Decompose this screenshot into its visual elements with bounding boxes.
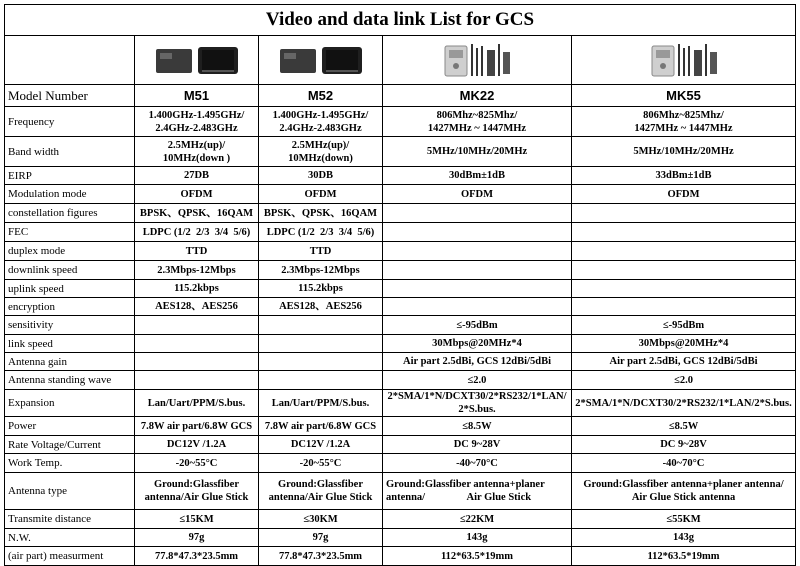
- spec-row: [5, 137, 796, 167]
- spec-value: [572, 390, 796, 417]
- spec-value-line: Ground:Glassfiber: [278, 479, 363, 490]
- spec-row: [5, 547, 796, 566]
- spec-row: [5, 107, 796, 137]
- spec-value: [383, 353, 572, 371]
- row-label: N.W.: [5, 529, 135, 547]
- spec-rows: [5, 107, 796, 566]
- row-label: link speed: [5, 335, 135, 353]
- spec-value: [383, 510, 572, 529]
- spec-value: [259, 261, 383, 280]
- spec-value-line: ≤55KM: [666, 513, 701, 525]
- spec-value: [572, 107, 796, 137]
- product-image-mk55: [572, 36, 796, 85]
- spec-value: [572, 353, 796, 371]
- spec-value-line: ≤2.0: [674, 374, 693, 386]
- spec-value-line: 2.4GHz-2.483GHz: [155, 122, 238, 134]
- spec-value-line: antenna/Air Glue Stick: [144, 492, 249, 503]
- row-label: Modulation mode: [5, 185, 135, 204]
- spec-value-line: 77.8*47.3*23.5mm: [278, 550, 363, 562]
- row-label: Model Number: [5, 85, 135, 107]
- spec-value-line: DC12V /1.2A: [290, 439, 351, 450]
- row-label: Antenna standing wave: [5, 371, 135, 390]
- spec-value-line: -20~55°C: [299, 457, 342, 469]
- spec-row: [5, 167, 796, 185]
- spec-value-line: BPSK、QPSK、16QAM: [263, 207, 378, 219]
- spec-value-line: 112*63.5*19mm: [647, 550, 720, 562]
- spec-value: [259, 185, 383, 204]
- spec-value: [259, 390, 383, 417]
- spec-value: [572, 335, 796, 353]
- spec-row: [5, 223, 796, 242]
- row-label: Power: [5, 417, 135, 436]
- spec-value-line: 97g: [188, 532, 205, 543]
- spec-value: [259, 547, 383, 566]
- spec-value: [259, 417, 383, 436]
- spec-value-line: 10MHz(down): [288, 152, 353, 164]
- spec-row: [5, 261, 796, 280]
- spec-value: [259, 137, 383, 167]
- spec-value: [259, 167, 383, 185]
- spec-row: [5, 510, 796, 529]
- spec-value-line: Ground:Glassfiber antenna+planer: [386, 479, 545, 490]
- spec-value: [383, 223, 572, 242]
- spec-row: [5, 335, 796, 353]
- row-label: uplink speed: [5, 280, 135, 298]
- row-label: constellation figures: [5, 204, 135, 223]
- spec-value: [383, 280, 572, 298]
- row-label: Rate Voltage/Current: [5, 436, 135, 454]
- spec-value-line: 2*SMA/1*N/DCXT30/2*RS232/1*LAN/: [387, 391, 567, 402]
- row-label: Frequency: [5, 107, 135, 137]
- spec-row: [5, 353, 796, 371]
- spec-value: [572, 223, 796, 242]
- spec-value: [259, 335, 383, 353]
- spec-value-line: 97g: [312, 532, 329, 543]
- spec-value: [135, 261, 259, 280]
- spec-value-line: 1427MHz ~ 1447MHz: [634, 122, 733, 134]
- spec-value: [572, 298, 796, 316]
- spec-value: [383, 390, 572, 417]
- spec-value-line: ≤2.0: [467, 374, 487, 386]
- spec-value: [572, 280, 796, 298]
- spec-value: [383, 371, 572, 390]
- spec-value: [572, 417, 796, 436]
- spec-row: [5, 371, 796, 390]
- spec-value: [383, 335, 572, 353]
- spec-value-line: Air part 2.5dBi, GCS 12dBi/5dBi: [609, 356, 758, 367]
- spec-value: [135, 298, 259, 316]
- spec-row: [5, 298, 796, 316]
- spec-value-line: 2*SMA/1*N/DCXT30/2*RS232/1*LAN/2*S.bus.: [575, 397, 792, 409]
- row-label: EIRP: [5, 167, 135, 185]
- spec-row: [5, 436, 796, 454]
- spec-value-line: 30Mbps@20MHz*4: [432, 338, 522, 349]
- spec-row: [5, 204, 796, 223]
- spec-value-line: OFDM: [180, 188, 213, 200]
- spec-value-line: 115.2kbps: [174, 283, 219, 294]
- spec-value-line: 806Mhz~825Mhz/: [436, 109, 518, 121]
- spec-value: [135, 547, 259, 566]
- product-image-m52: [259, 36, 383, 85]
- spec-value: [383, 316, 572, 335]
- spec-value-line: ≤-95dBm: [662, 319, 705, 331]
- spec-value: [259, 371, 383, 390]
- spec-value-line: 30Mbps@20MHz*4: [638, 338, 729, 349]
- spec-value-line: 2.4GHz-2.483GHz: [279, 122, 362, 134]
- spec-value: [383, 107, 572, 137]
- spec-value-line: 2.3Mbps-12Mbps: [281, 264, 360, 276]
- spec-value-line: 1427MHz ~ 1447MHz: [427, 122, 527, 134]
- spec-value: [572, 167, 796, 185]
- model-name: MK55: [572, 85, 796, 107]
- spec-value: [572, 510, 796, 529]
- spec-table: [4, 4, 796, 566]
- row-label: Expansion: [5, 390, 135, 417]
- row-label: Transmite distance: [5, 510, 135, 529]
- spec-row: [5, 529, 796, 547]
- spec-value: [135, 316, 259, 335]
- spec-value-line: ≤15KM: [179, 513, 214, 525]
- spec-value-line: Ground:Glassfiber: [154, 479, 239, 490]
- spec-value-line: 27DB: [183, 170, 210, 181]
- spec-value: [259, 510, 383, 529]
- spec-value-line: 1.400GHz-1.495GHz/: [148, 109, 245, 121]
- spec-value-line: 30dBm±1dB: [449, 170, 505, 181]
- spec-value: [135, 417, 259, 436]
- spec-value-line: -40~70°C: [456, 457, 498, 469]
- spec-value: [572, 529, 796, 547]
- spec-value: [259, 454, 383, 473]
- row-label: encryption: [5, 298, 135, 316]
- spec-row: [5, 454, 796, 473]
- spec-value-line: LDPC (1/2 2/3 3/4 5/6): [142, 226, 251, 238]
- spec-value-line: 10MHz(down ): [162, 152, 231, 164]
- spec-value: [572, 454, 796, 473]
- spec-value: [135, 353, 259, 371]
- spec-value-line: 115.2kbps: [298, 283, 343, 294]
- spec-value-line: Ground:Glassfiber antenna+planer antenna/: [583, 479, 784, 490]
- module-with-antennas-icon: [648, 40, 720, 80]
- spec-value: [135, 137, 259, 167]
- spec-value: [383, 473, 572, 510]
- spec-value: [259, 316, 383, 335]
- spec-value: [135, 473, 259, 510]
- spec-value: [572, 204, 796, 223]
- row-label: sensitivity: [5, 316, 135, 335]
- spec-value: [135, 454, 259, 473]
- spec-value: [383, 417, 572, 436]
- spec-value-line: antenna/ Air Glue Stick: [386, 492, 532, 503]
- spec-row: [5, 242, 796, 261]
- spec-value: [135, 335, 259, 353]
- spec-value: [135, 223, 259, 242]
- spec-value-line: TTD: [309, 245, 332, 257]
- spec-value-line: DC 9~28V: [453, 439, 501, 450]
- spec-value-line: AES128、AES256: [279, 301, 362, 312]
- spec-value: [572, 261, 796, 280]
- spec-value: [135, 204, 259, 223]
- spec-value: [135, 167, 259, 185]
- spec-value: [259, 242, 383, 261]
- spec-value-line: Air part 2.5dBi, GCS 12dBi/5dBi: [402, 356, 551, 367]
- spec-value-line: ≤8.5W: [668, 420, 699, 432]
- spec-value-line: 143g: [466, 532, 488, 543]
- spec-value: [383, 298, 572, 316]
- spec-value: [259, 473, 383, 510]
- spec-value: [383, 137, 572, 167]
- spec-value: [383, 529, 572, 547]
- spec-value: [572, 473, 796, 510]
- spec-value-line: 806Mhz~825Mhz/: [643, 109, 724, 121]
- row-label: Antenna gain: [5, 353, 135, 371]
- spec-value-line: 2*S.bus.: [458, 404, 496, 415]
- spec-value-line: 33dBm±1dB: [655, 170, 712, 181]
- spec-value: [572, 547, 796, 566]
- spec-value: [135, 529, 259, 547]
- spec-value: [572, 371, 796, 390]
- spec-row: [5, 316, 796, 335]
- model-number-row: [5, 85, 796, 107]
- spec-value: [135, 185, 259, 204]
- spec-value: [135, 510, 259, 529]
- row-label: duplex mode: [5, 242, 135, 261]
- spec-value-line: 1.400GHz-1.495GHz/: [272, 109, 369, 121]
- spec-row: [5, 185, 796, 204]
- spec-value: [383, 436, 572, 454]
- empty-cell: [5, 36, 135, 85]
- handheld-monitor-pair-icon: [278, 43, 364, 77]
- spec-value: [259, 353, 383, 371]
- handheld-monitor-pair-icon: [154, 43, 240, 77]
- spec-value: [383, 261, 572, 280]
- model-name: MK22: [383, 85, 572, 107]
- spec-row: [5, 280, 796, 298]
- spec-value: [383, 185, 572, 204]
- spec-value-line: 7.8W air part/6.8W GCS: [140, 420, 253, 432]
- spec-value-line: ≤22KM: [459, 513, 495, 525]
- spec-value: [135, 390, 259, 417]
- spec-value-line: ≤-95dBm: [456, 319, 498, 331]
- spec-value-line: 5MHz/10MHz/20MHz: [426, 146, 528, 157]
- spec-value-line: 77.8*47.3*23.5mm: [154, 550, 239, 562]
- spec-value: [383, 547, 572, 566]
- product-image-m51: [135, 36, 259, 85]
- spec-value-line: 7.8W air part/6.8W GCS: [264, 420, 377, 432]
- spec-row: [5, 417, 796, 436]
- spec-value: [259, 223, 383, 242]
- spec-value-line: -20~55°C: [175, 457, 218, 469]
- page-title: Video and data link List for GCS: [5, 5, 796, 36]
- row-label: Work Temp.: [5, 454, 135, 473]
- spec-value-line: ≤8.5W: [462, 420, 492, 432]
- spec-value-line: Air Glue Stick antenna: [631, 492, 736, 503]
- spec-value-line: -40~70°C: [662, 457, 705, 469]
- spec-value-line: AES128、AES256: [155, 301, 238, 312]
- spec-row: [5, 473, 796, 510]
- spec-value: [259, 529, 383, 547]
- spec-value: [572, 316, 796, 335]
- spec-value: [259, 298, 383, 316]
- spec-value: [135, 280, 259, 298]
- row-label: FEC: [5, 223, 135, 242]
- spec-value: [383, 167, 572, 185]
- spec-value-line: 112*63.5*19mm: [440, 550, 514, 562]
- spec-value: [572, 185, 796, 204]
- spec-value: [135, 107, 259, 137]
- spec-value-line: ≤30KM: [303, 513, 338, 525]
- spec-value-line: OFDM: [667, 188, 700, 200]
- spec-value-line: Lan/Uart/PPM/S.bus.: [147, 397, 246, 409]
- spec-value-line: 5MHz/10MHz/20MHz: [633, 146, 734, 157]
- spec-value-line: Lan/Uart/PPM/S.bus.: [271, 397, 370, 409]
- spec-value-line: DC12V /1.2A: [166, 439, 227, 450]
- spec-value: [572, 242, 796, 261]
- module-with-antennas-icon: [441, 40, 513, 80]
- row-label: downlink speed: [5, 261, 135, 280]
- spec-value-line: 30DB: [307, 170, 334, 181]
- spec-value: [135, 242, 259, 261]
- spec-value-line: antenna/Air Glue Stick: [268, 492, 373, 503]
- spec-row: [5, 390, 796, 417]
- spec-value-line: BPSK、QPSK、16QAM: [139, 207, 254, 219]
- spec-value-line: OFDM: [304, 188, 337, 200]
- spec-value: [572, 137, 796, 167]
- spec-value: [135, 436, 259, 454]
- model-name: M51: [135, 85, 259, 107]
- spec-value: [259, 107, 383, 137]
- spec-value-line: OFDM: [460, 188, 494, 200]
- spec-value-line: 2.5MHz(up)/: [291, 139, 350, 151]
- row-label: Band width: [5, 137, 135, 167]
- spec-value-line: TTD: [185, 245, 208, 257]
- spec-value-line: 2.3Mbps-12Mbps: [157, 264, 236, 276]
- spec-value-line: DC 9~28V: [660, 439, 707, 450]
- spec-value: [383, 454, 572, 473]
- spec-value-line: 2.5MHz(up)/: [167, 139, 226, 151]
- spec-value-line: 143g: [673, 532, 694, 543]
- spec-value: [135, 371, 259, 390]
- model-name: M52: [259, 85, 383, 107]
- spec-value: [259, 280, 383, 298]
- spec-value: [572, 436, 796, 454]
- product-image-mk22: [383, 36, 572, 85]
- row-label: Antenna type: [5, 473, 135, 510]
- spec-sheet: [4, 4, 795, 562]
- product-image-row: [5, 36, 796, 85]
- spec-value: [259, 436, 383, 454]
- spec-value: [383, 242, 572, 261]
- spec-value-line: LDPC (1/2 2/3 3/4 5/6): [266, 226, 375, 238]
- spec-value: [383, 204, 572, 223]
- row-label: (air part) measurment: [5, 547, 135, 566]
- spec-value: [259, 204, 383, 223]
